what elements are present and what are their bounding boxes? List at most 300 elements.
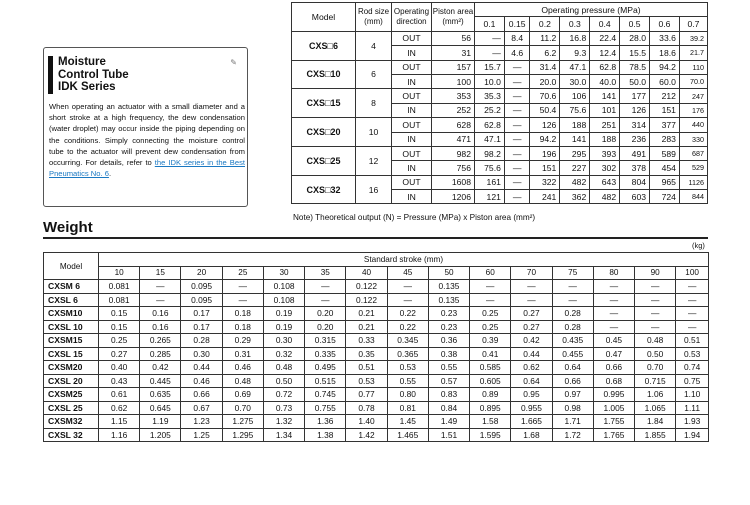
output-value-cell: 161 bbox=[475, 175, 505, 189]
weight-header-stroke: Standard stroke (mm) bbox=[99, 253, 709, 267]
weight-value-cell: 0.315 bbox=[305, 334, 346, 348]
output-value-cell: 70.0 bbox=[679, 74, 707, 88]
output-value-cell: 141 bbox=[590, 89, 620, 103]
output-table-row bbox=[292, 146, 708, 160]
weight-value-cell: — bbox=[387, 293, 428, 307]
weight-value-cell: — bbox=[593, 320, 634, 334]
weight-value-cell: 0.515 bbox=[305, 374, 346, 388]
weight-value-cell: 0.66 bbox=[593, 361, 634, 375]
weight-value-cell: 0.20 bbox=[305, 320, 346, 334]
weight-value-cell: 1.94 bbox=[676, 428, 709, 442]
weight-table bbox=[43, 252, 709, 442]
piston-area-cell: 982 bbox=[432, 146, 475, 160]
weight-value-cell: 0.69 bbox=[222, 388, 263, 402]
pressure-header-cell: 0.6 bbox=[650, 17, 680, 31]
weight-value-cell: 1.58 bbox=[470, 415, 511, 429]
output-value-cell: 94.2 bbox=[650, 60, 680, 74]
output-table-row bbox=[292, 31, 708, 45]
output-value-cell: 121 bbox=[475, 190, 505, 204]
stroke-header-cell: 50 bbox=[428, 266, 469, 280]
weight-value-cell: 0.122 bbox=[346, 280, 387, 294]
weight-value-cell: 0.45 bbox=[593, 334, 634, 348]
weight-value-cell: 0.095 bbox=[181, 293, 222, 307]
direction-cell: OUT bbox=[392, 175, 432, 189]
stroke-header-cell: 40 bbox=[346, 266, 387, 280]
idk-series-link[interactable]: the IDK series in the Best Pneumatics No. 6 bbox=[49, 158, 245, 179]
weight-model-cell: CXSL 20 bbox=[44, 374, 99, 388]
weight-value-cell: 1.42 bbox=[346, 428, 387, 442]
weight-table-row bbox=[44, 280, 709, 294]
weight-table-row bbox=[44, 374, 709, 388]
output-value-cell: 50.0 bbox=[620, 74, 650, 88]
output-value-cell: 188 bbox=[560, 118, 590, 132]
header-piston-area: Piston area (mm²) bbox=[432, 3, 475, 32]
piston-area-cell: 1206 bbox=[432, 190, 475, 204]
output-value-cell: — bbox=[504, 190, 530, 204]
output-value-cell: 295 bbox=[560, 146, 590, 160]
weight-value-cell: — bbox=[387, 280, 428, 294]
header-model: Model bbox=[292, 3, 356, 32]
weight-model-cell: CXSL 32 bbox=[44, 428, 99, 442]
weight-value-cell: 0.72 bbox=[263, 388, 304, 402]
weight-value-cell: 0.53 bbox=[387, 361, 428, 375]
stroke-header-cell: 20 bbox=[181, 266, 222, 280]
weight-value-cell: 0.28 bbox=[552, 307, 593, 321]
output-value-cell: 965 bbox=[650, 175, 680, 189]
title-accent-bar bbox=[48, 56, 53, 94]
direction-cell: IN bbox=[392, 74, 432, 88]
weight-value-cell: 0.46 bbox=[222, 361, 263, 375]
moisture-control-box bbox=[43, 47, 248, 207]
weight-value-cell: 0.20 bbox=[305, 307, 346, 321]
weight-table-row bbox=[44, 307, 709, 321]
weight-value-cell: 1.06 bbox=[635, 388, 676, 402]
rod-size-cell: 16 bbox=[356, 175, 392, 204]
model-cell: CXS□10 bbox=[292, 60, 356, 89]
output-value-cell: 75.6 bbox=[475, 161, 505, 175]
weight-value-cell: 0.48 bbox=[263, 361, 304, 375]
output-value-cell: 40.0 bbox=[590, 74, 620, 88]
weight-value-cell: 0.17 bbox=[181, 320, 222, 334]
weight-value-cell: — bbox=[552, 293, 593, 307]
output-value-cell: 47.1 bbox=[560, 60, 590, 74]
output-value-cell: 18.6 bbox=[650, 46, 680, 60]
weight-value-cell: 1.45 bbox=[387, 415, 428, 429]
weight-value-cell: 0.53 bbox=[676, 347, 709, 361]
weight-value-cell: 1.665 bbox=[511, 415, 552, 429]
weight-value-cell: 0.30 bbox=[181, 347, 222, 361]
weight-value-cell: 0.095 bbox=[181, 280, 222, 294]
weight-value-cell: 0.62 bbox=[511, 361, 552, 375]
pen-icon: ✎ bbox=[230, 58, 237, 67]
piston-area-cell: 100 bbox=[432, 74, 475, 88]
output-value-cell: 75.6 bbox=[560, 103, 590, 117]
output-value-cell: 589 bbox=[650, 146, 680, 160]
weight-value-cell: 1.49 bbox=[428, 415, 469, 429]
weight-value-cell: 0.44 bbox=[181, 361, 222, 375]
output-value-cell: 482 bbox=[560, 175, 590, 189]
weight-value-cell: 0.585 bbox=[470, 361, 511, 375]
model-cell: CXS□6 bbox=[292, 31, 356, 60]
output-value-cell: 110 bbox=[679, 60, 707, 74]
weight-value-cell: 0.19 bbox=[263, 320, 304, 334]
output-value-cell: 440 bbox=[679, 118, 707, 132]
weight-value-cell: 0.108 bbox=[263, 293, 304, 307]
output-value-cell: 25.2 bbox=[475, 103, 505, 117]
weight-value-cell: 1.51 bbox=[428, 428, 469, 442]
weight-value-cell: 0.645 bbox=[140, 401, 181, 415]
weight-value-cell: 1.755 bbox=[593, 415, 634, 429]
weight-value-cell: 0.46 bbox=[181, 374, 222, 388]
output-value-cell: 126 bbox=[530, 118, 560, 132]
piston-area-cell: 1608 bbox=[432, 175, 475, 189]
pressure-header-cell: 0.7 bbox=[679, 17, 707, 31]
direction-cell: IN bbox=[392, 46, 432, 60]
output-value-cell: 60.0 bbox=[650, 74, 680, 88]
weight-table-row bbox=[44, 388, 709, 402]
output-value-cell: 141 bbox=[560, 132, 590, 146]
output-value-cell: 393 bbox=[590, 146, 620, 160]
weight-model-cell: CXSL 15 bbox=[44, 347, 99, 361]
weight-value-cell: 0.41 bbox=[470, 347, 511, 361]
output-value-cell: 176 bbox=[679, 103, 707, 117]
weight-value-cell: — bbox=[676, 280, 709, 294]
weight-value-cell: 1.40 bbox=[346, 415, 387, 429]
weight-value-cell: 0.955 bbox=[511, 401, 552, 415]
output-value-cell: 28.0 bbox=[620, 31, 650, 45]
output-value-cell: 227 bbox=[560, 161, 590, 175]
weight-value-cell: 0.16 bbox=[140, 307, 181, 321]
stroke-header-cell: 90 bbox=[635, 266, 676, 280]
output-value-cell: 70.6 bbox=[530, 89, 560, 103]
weight-value-cell: 0.335 bbox=[305, 347, 346, 361]
output-value-cell: 30.0 bbox=[560, 74, 590, 88]
weight-value-cell: 0.17 bbox=[181, 307, 222, 321]
weight-model-cell: CXSM15 bbox=[44, 334, 99, 348]
direction-cell: IN bbox=[392, 190, 432, 204]
weight-model-cell: CXSM25 bbox=[44, 388, 99, 402]
output-value-cell: 50.4 bbox=[530, 103, 560, 117]
output-value-cell: 378 bbox=[620, 161, 650, 175]
stroke-header-cell: 15 bbox=[140, 266, 181, 280]
weight-model-cell: CXSM20 bbox=[44, 361, 99, 375]
weight-value-cell: 0.15 bbox=[99, 307, 140, 321]
weight-value-cell: 1.32 bbox=[263, 415, 304, 429]
weight-model-cell: CXSL 25 bbox=[44, 401, 99, 415]
model-cell: CXS□25 bbox=[292, 146, 356, 175]
weight-value-cell: — bbox=[140, 293, 181, 307]
weight-value-cell: — bbox=[222, 293, 263, 307]
output-value-cell: 62.8 bbox=[590, 60, 620, 74]
weight-value-cell: 0.32 bbox=[263, 347, 304, 361]
weight-value-cell: 0.285 bbox=[140, 347, 181, 361]
weight-value-cell: 0.35 bbox=[346, 347, 387, 361]
weight-model-cell: CXSL 10 bbox=[44, 320, 99, 334]
weight-value-cell: — bbox=[676, 307, 709, 321]
pressure-header-cell: 0.2 bbox=[530, 17, 560, 31]
weight-value-cell: 0.66 bbox=[552, 374, 593, 388]
weight-value-cell: 0.80 bbox=[387, 388, 428, 402]
direction-cell: IN bbox=[392, 132, 432, 146]
output-value-cell: 314 bbox=[620, 118, 650, 132]
weight-value-cell: 0.70 bbox=[635, 361, 676, 375]
output-value-cell: 241 bbox=[530, 190, 560, 204]
output-value-cell: 62.8 bbox=[475, 118, 505, 132]
model-cell: CXS□20 bbox=[292, 118, 356, 147]
output-value-cell: — bbox=[504, 60, 530, 74]
weight-value-cell: 0.23 bbox=[428, 320, 469, 334]
output-value-cell: 22.4 bbox=[590, 31, 620, 45]
output-value-cell: 687 bbox=[679, 146, 707, 160]
output-value-cell: 330 bbox=[679, 132, 707, 146]
rod-size-cell: 4 bbox=[356, 31, 392, 60]
weight-value-cell: 0.21 bbox=[346, 307, 387, 321]
stroke-header-cell: 70 bbox=[511, 266, 552, 280]
weight-value-cell: 0.42 bbox=[511, 334, 552, 348]
output-value-cell: 11.2 bbox=[530, 31, 560, 45]
weight-model-cell: CXSM10 bbox=[44, 307, 99, 321]
output-value-cell: 31.4 bbox=[530, 60, 560, 74]
output-value-cell: 10.0 bbox=[475, 74, 505, 88]
weight-value-cell: 0.435 bbox=[552, 334, 593, 348]
weight-value-cell: 1.34 bbox=[263, 428, 304, 442]
weight-table-row bbox=[44, 401, 709, 415]
weight-value-cell: 1.595 bbox=[470, 428, 511, 442]
weight-value-cell: 0.78 bbox=[346, 401, 387, 415]
weight-value-cell: 0.30 bbox=[263, 334, 304, 348]
model-cell: CXS□32 bbox=[292, 175, 356, 204]
weight-value-cell: 0.22 bbox=[387, 307, 428, 321]
weight-value-cell: 0.635 bbox=[140, 388, 181, 402]
weight-value-cell: 0.97 bbox=[552, 388, 593, 402]
weight-value-cell: 0.47 bbox=[593, 347, 634, 361]
output-value-cell: — bbox=[504, 89, 530, 103]
output-value-cell: 20.0 bbox=[530, 74, 560, 88]
weight-table-row bbox=[44, 347, 709, 361]
weight-value-cell: 1.84 bbox=[635, 415, 676, 429]
weight-value-cell: 1.005 bbox=[593, 401, 634, 415]
output-value-cell: 322 bbox=[530, 175, 560, 189]
weight-table-row bbox=[44, 361, 709, 375]
stroke-header-cell: 80 bbox=[593, 266, 634, 280]
output-value-cell: — bbox=[504, 175, 530, 189]
weight-value-cell: 0.29 bbox=[222, 334, 263, 348]
weight-value-cell: 0.19 bbox=[263, 307, 304, 321]
output-value-cell: 6.2 bbox=[530, 46, 560, 60]
weight-value-cell: 0.51 bbox=[676, 334, 709, 348]
output-value-cell: 377 bbox=[650, 118, 680, 132]
weight-value-cell: 0.66 bbox=[181, 388, 222, 402]
direction-cell: OUT bbox=[392, 89, 432, 103]
weight-value-cell: 0.43 bbox=[99, 374, 140, 388]
weight-value-cell: 0.98 bbox=[552, 401, 593, 415]
header-rod-size: Rod size (mm) bbox=[356, 3, 392, 32]
weight-value-cell: 0.081 bbox=[99, 280, 140, 294]
weight-value-cell: 1.11 bbox=[676, 401, 709, 415]
weight-value-cell: 0.61 bbox=[99, 388, 140, 402]
output-table-row bbox=[292, 60, 708, 74]
output-value-cell: 251 bbox=[590, 118, 620, 132]
weight-value-cell: 0.48 bbox=[635, 334, 676, 348]
weight-value-cell: 1.205 bbox=[140, 428, 181, 442]
weight-value-cell: 0.755 bbox=[305, 401, 346, 415]
weight-value-cell: 0.39 bbox=[470, 334, 511, 348]
weight-value-cell: 0.21 bbox=[346, 320, 387, 334]
piston-area-cell: 628 bbox=[432, 118, 475, 132]
weight-value-cell: 0.48 bbox=[222, 374, 263, 388]
weight-value-cell: — bbox=[593, 280, 634, 294]
weight-table-row bbox=[44, 415, 709, 429]
weight-value-cell: — bbox=[140, 280, 181, 294]
weight-value-cell: 0.51 bbox=[346, 361, 387, 375]
output-value-cell: 804 bbox=[620, 175, 650, 189]
output-value-cell: 33.6 bbox=[650, 31, 680, 45]
output-value-cell: 9.3 bbox=[560, 46, 590, 60]
weight-table-row bbox=[44, 293, 709, 307]
output-note: Note) Theoretical output (N) = Pressure (MPa) x Piston area (mm²) bbox=[293, 213, 536, 222]
weight-value-cell: 0.83 bbox=[428, 388, 469, 402]
piston-area-cell: 353 bbox=[432, 89, 475, 103]
stroke-header-cell: 60 bbox=[470, 266, 511, 280]
output-value-cell: 4.6 bbox=[504, 46, 530, 60]
output-value-cell: 529 bbox=[679, 161, 707, 175]
output-value-cell: 362 bbox=[560, 190, 590, 204]
weight-value-cell: — bbox=[593, 293, 634, 307]
output-value-cell: — bbox=[504, 146, 530, 160]
output-value-cell: 482 bbox=[590, 190, 620, 204]
weight-value-cell: 0.44 bbox=[511, 347, 552, 361]
rod-size-cell: 10 bbox=[356, 118, 392, 147]
pressure-header-cell: 0.3 bbox=[560, 17, 590, 31]
weight-value-cell: 0.40 bbox=[99, 361, 140, 375]
rod-size-cell: 8 bbox=[356, 89, 392, 118]
output-value-cell: 16.8 bbox=[560, 31, 590, 45]
weight-value-cell: 0.345 bbox=[387, 334, 428, 348]
weight-divider bbox=[43, 237, 708, 239]
output-table-row bbox=[292, 175, 708, 189]
output-value-cell: 39.2 bbox=[679, 31, 707, 45]
direction-cell: OUT bbox=[392, 118, 432, 132]
output-value-cell: 177 bbox=[620, 89, 650, 103]
weight-value-cell: 0.53 bbox=[346, 374, 387, 388]
output-value-cell: — bbox=[504, 118, 530, 132]
output-table-row bbox=[292, 89, 708, 103]
output-value-cell: 1126 bbox=[679, 175, 707, 189]
weight-value-cell: 0.18 bbox=[222, 307, 263, 321]
output-value-cell: 302 bbox=[590, 161, 620, 175]
weight-value-cell: 0.455 bbox=[552, 347, 593, 361]
weight-value-cell: — bbox=[305, 293, 346, 307]
weight-header-model: Model bbox=[44, 253, 99, 280]
weight-value-cell: — bbox=[511, 293, 552, 307]
output-value-cell: — bbox=[504, 103, 530, 117]
output-value-cell: 15.7 bbox=[475, 60, 505, 74]
weight-value-cell: 0.50 bbox=[263, 374, 304, 388]
output-value-cell: 12.4 bbox=[590, 46, 620, 60]
output-value-cell: 8.4 bbox=[504, 31, 530, 45]
weight-value-cell: 0.27 bbox=[511, 320, 552, 334]
output-value-cell: — bbox=[475, 46, 505, 60]
output-value-cell: 236 bbox=[620, 132, 650, 146]
output-value-cell: 212 bbox=[650, 89, 680, 103]
output-value-cell: — bbox=[504, 132, 530, 146]
weight-value-cell: 0.25 bbox=[470, 307, 511, 321]
weight-value-cell: 1.72 bbox=[552, 428, 593, 442]
stroke-header-cell: 100 bbox=[676, 266, 709, 280]
moisture-box-title: Moisture Control Tube IDK Series bbox=[58, 56, 129, 93]
weight-value-cell: 0.62 bbox=[99, 401, 140, 415]
stroke-header-cell: 75 bbox=[552, 266, 593, 280]
weight-value-cell: 0.36 bbox=[428, 334, 469, 348]
output-value-cell: 643 bbox=[590, 175, 620, 189]
weight-value-cell: — bbox=[552, 280, 593, 294]
weight-value-cell: 0.95 bbox=[511, 388, 552, 402]
weight-value-cell: 0.67 bbox=[181, 401, 222, 415]
piston-area-cell: 756 bbox=[432, 161, 475, 175]
output-value-cell: 491 bbox=[620, 146, 650, 160]
weight-value-cell: 0.57 bbox=[428, 374, 469, 388]
model-cell: CXS□15 bbox=[292, 89, 356, 118]
weight-value-cell: 0.84 bbox=[428, 401, 469, 415]
weight-value-cell: 0.64 bbox=[552, 361, 593, 375]
stroke-header-cell: 45 bbox=[387, 266, 428, 280]
weight-value-cell: 0.365 bbox=[387, 347, 428, 361]
output-value-cell: 47.1 bbox=[475, 132, 505, 146]
weight-value-cell: 0.16 bbox=[140, 320, 181, 334]
weight-value-cell: 1.465 bbox=[387, 428, 428, 442]
weight-value-cell: 0.15 bbox=[99, 320, 140, 334]
weight-value-cell: 0.50 bbox=[635, 347, 676, 361]
weight-value-cell: 0.55 bbox=[387, 374, 428, 388]
weight-value-cell: 0.73 bbox=[263, 401, 304, 415]
weight-value-cell: 0.81 bbox=[387, 401, 428, 415]
weight-value-cell: 0.081 bbox=[99, 293, 140, 307]
output-value-cell: 15.5 bbox=[620, 46, 650, 60]
weight-value-cell: — bbox=[222, 280, 263, 294]
header-operating-pressure: Operating pressure (MPa) bbox=[475, 3, 708, 17]
weight-value-cell: 0.23 bbox=[428, 307, 469, 321]
weight-value-cell: — bbox=[511, 280, 552, 294]
weight-value-cell: 0.108 bbox=[263, 280, 304, 294]
weight-value-cell: 0.64 bbox=[511, 374, 552, 388]
output-value-cell: 196 bbox=[530, 146, 560, 160]
output-value-cell: 21.7 bbox=[679, 46, 707, 60]
weight-value-cell: 0.27 bbox=[511, 307, 552, 321]
weight-value-cell: 0.995 bbox=[593, 388, 634, 402]
weight-value-cell: 1.19 bbox=[140, 415, 181, 429]
weight-table-row bbox=[44, 428, 709, 442]
weight-value-cell: 1.295 bbox=[222, 428, 263, 442]
pressure-header-cell: 0.4 bbox=[590, 17, 620, 31]
weight-value-cell: 0.715 bbox=[635, 374, 676, 388]
weight-unit: (kg) bbox=[692, 241, 705, 250]
weight-value-cell: 1.23 bbox=[181, 415, 222, 429]
weight-value-cell: 0.42 bbox=[140, 361, 181, 375]
weight-model-cell: CXSL 6 bbox=[44, 293, 99, 307]
weight-value-cell: 0.74 bbox=[676, 361, 709, 375]
piston-area-cell: 471 bbox=[432, 132, 475, 146]
output-value-cell: 101 bbox=[590, 103, 620, 117]
output-value-cell: — bbox=[475, 31, 505, 45]
weight-value-cell: 0.122 bbox=[346, 293, 387, 307]
weight-value-cell: 0.22 bbox=[387, 320, 428, 334]
output-value-cell: — bbox=[504, 74, 530, 88]
weight-value-cell: 0.55 bbox=[428, 361, 469, 375]
output-value-cell: 78.5 bbox=[620, 60, 650, 74]
output-table-row bbox=[292, 118, 708, 132]
output-value-cell: 603 bbox=[620, 190, 650, 204]
output-value-cell: 724 bbox=[650, 190, 680, 204]
